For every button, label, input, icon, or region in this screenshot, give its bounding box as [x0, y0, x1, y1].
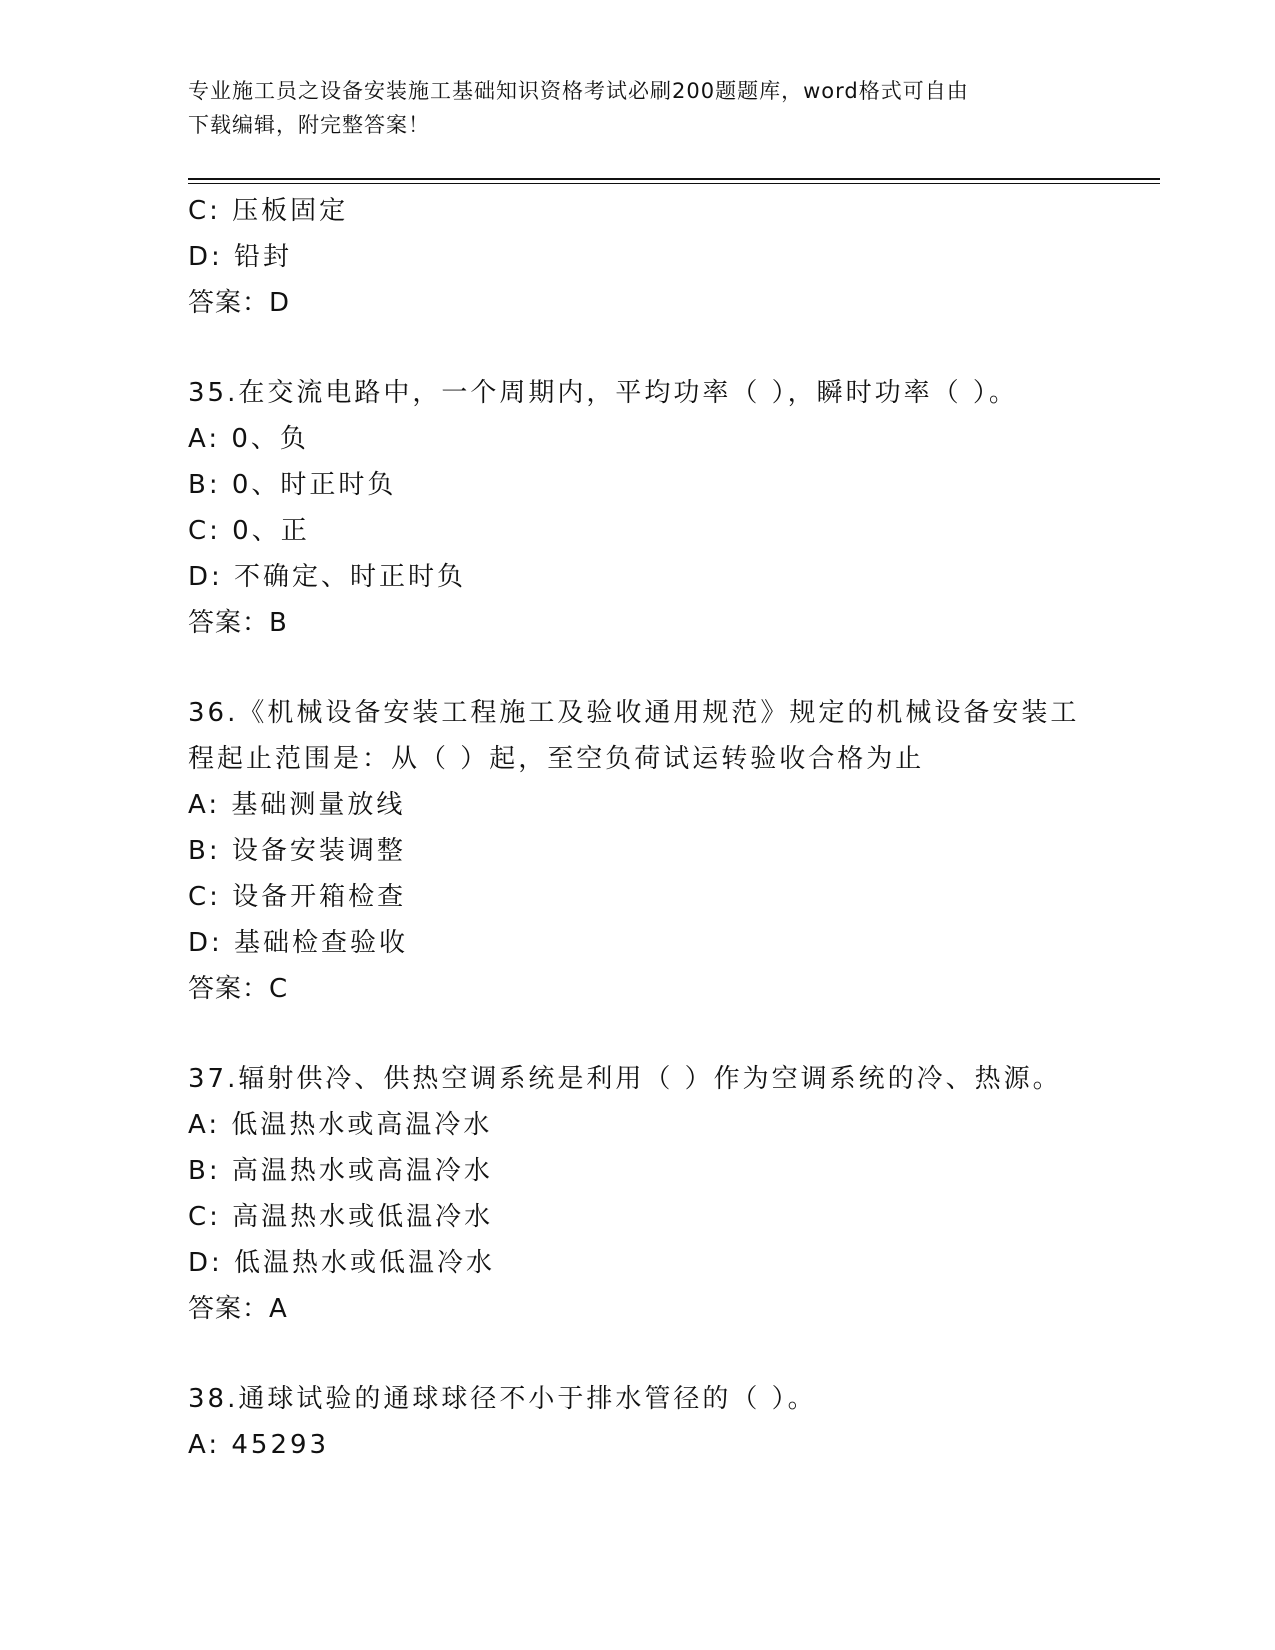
question-block-34	[188, 188, 1088, 326]
option-d: D: 基础检查验收	[188, 928, 409, 958]
option-b: B: 设备安装调整	[188, 836, 406, 866]
answer-line: 答案：B	[188, 608, 288, 638]
option-c: C: 高温热水或低温冷水	[188, 1202, 494, 1232]
option-a: A: 45293	[188, 1430, 330, 1460]
question-block-38	[188, 1376, 1088, 1468]
option-d: D: 不确定、时正时负	[188, 562, 467, 592]
header-line-2: 下载编辑，附完整答案！	[188, 113, 430, 137]
option-d: D: 低温热水或低温冷水	[188, 1248, 496, 1278]
option-a: A: 低温热水或高温冷水	[188, 1110, 493, 1140]
question-block-37	[188, 1056, 1088, 1332]
question-text-line-2: 程起止范围是：从（ ）起，至空负荷试运转验收合格为止	[188, 744, 925, 774]
option-a: A: 基础测量放线	[188, 790, 406, 820]
question-text-line-1: 36.《机械设备安装工程施工及验收通用规范》规定的机械设备安装工	[188, 698, 1080, 728]
question-text: 37.辐射供冷、供热空调系统是利用（ ）作为空调系统的冷、热源。	[188, 1064, 1062, 1094]
header-line-1: 专业施工员之设备安装施工基础知识资格考试必刷200题题库，word格式可自由	[188, 79, 969, 103]
option-d: D: 铅封	[188, 242, 293, 272]
header-divider-thick	[188, 178, 1160, 180]
option-c: C: 压板固定	[188, 196, 349, 226]
answer-line: 答案：C	[188, 974, 289, 1004]
document-header	[188, 74, 1068, 142]
option-a: A: 0、负	[188, 424, 309, 454]
question-text: 38.通球试验的通球球径不小于排水管径的（ ）。	[188, 1384, 817, 1414]
option-b: B: 高温热水或高温冷水	[188, 1156, 493, 1186]
option-c: C: 设备开箱检查	[188, 882, 407, 912]
header-divider-thin	[188, 183, 1160, 184]
question-block-35	[188, 370, 1088, 646]
answer-line: 答案：D	[188, 288, 291, 318]
question-block-36	[188, 690, 1088, 1012]
question-list	[188, 188, 1088, 1468]
question-text: 35.在交流电路中，一个周期内，平均功率（ ），瞬时功率（ ）。	[188, 378, 1018, 408]
answer-line: 答案：A	[188, 1294, 288, 1324]
option-b: B: 0、时正时负	[188, 470, 397, 500]
option-c: C: 0、正	[188, 516, 310, 546]
